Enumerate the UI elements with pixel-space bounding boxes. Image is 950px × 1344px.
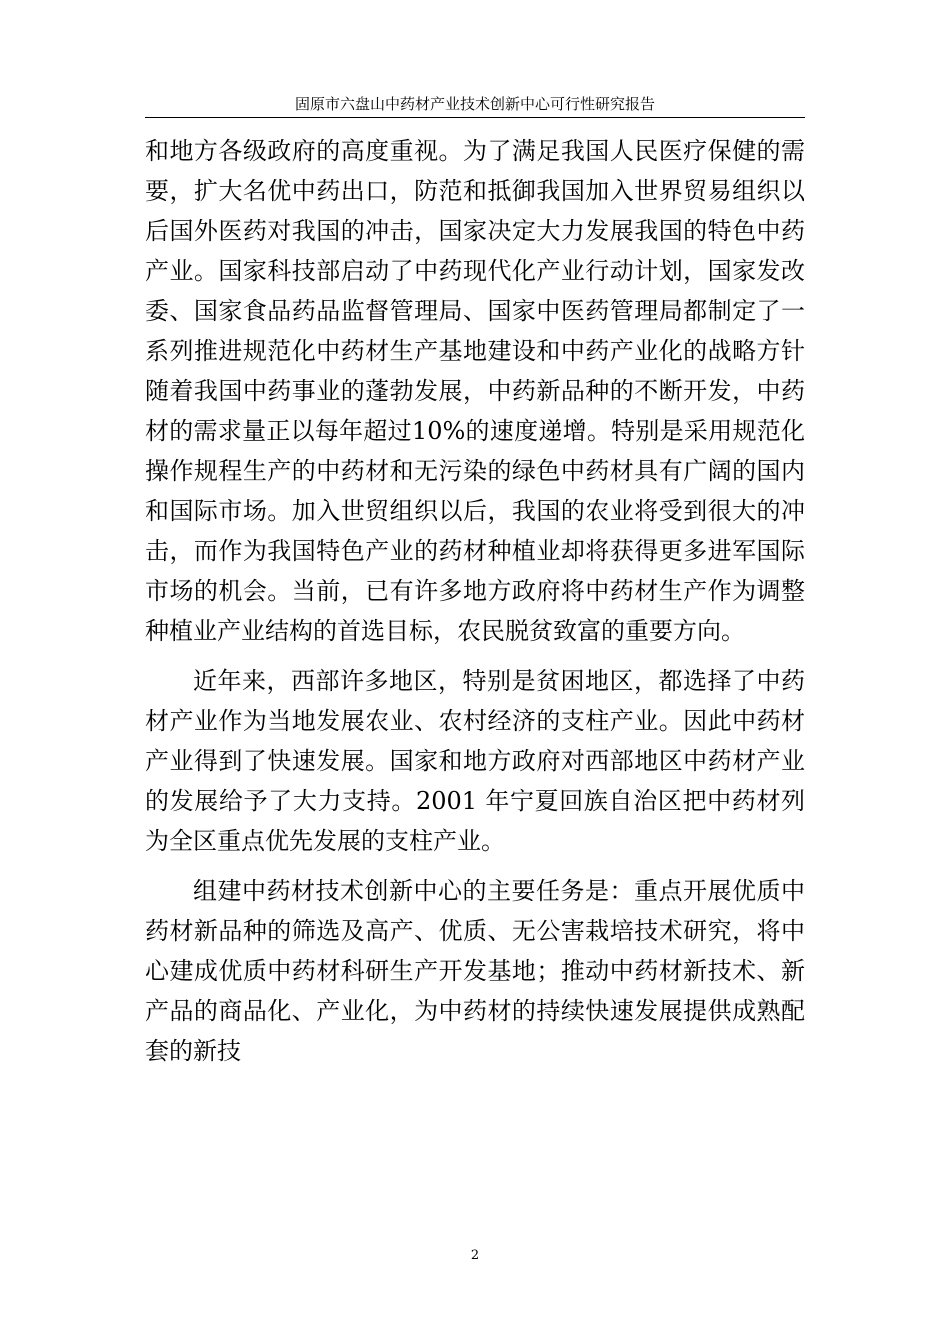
paragraph: 和地方各级政府的高度重视。为了满足我国人民医疗保健的需要，扩大名优中药出口，防范和抵御我国加入世界贸易组织以后国外医药对我国的冲击，国家决定大力发展我国的特色中药产业。国家科技部启动了中药现代化产业行动计划，国家发改委、国家食品药品监督管理局、国家中医药管理局都制定了一系列推进规范化中药材生产基地建设和中药产业化的战略方针随着我国中药事业的蓬勃发展，中药新品种的不断开发，中药材的需求量正以每年超过10%的速度递增。特别是采用规范化操作规程生产的中药材和无污染的绿色中药材具有广阔的国内和国际市场。加入世贸组织以后，我国的农业将受到很大的冲击，而作为我国特色产业的药材种植业却将获得更多进军国际市场的机会。当前，已有许多地方政府将中药材生产作为调整种植业产业结构的首选目标，农民脱贫致富的重要方向。 (145, 137, 805, 645)
header-divider (145, 117, 805, 118)
paragraph: 组建中药材技术创新中心的主要任务是：重点开展优质中药材新品种的筛选及高产、优质、无公害栽培技术研究，将中心建成优质中药材科研生产开发基地；推动中药材新技术、新产品的商品化、产业化，为中药材的持续快速发展提供成熟配套的新技 (145, 877, 805, 1065)
paragraph: 近年来，西部许多地区，特别是贫困地区，都选择了中药材产业作为当地发展农业、农村经济的支柱产业。因此中药材产业得到了快速发展。国家和地方政府对西部地区中药材产业的发展给予了大力支持。2001 年宁夏回族自治区把中药材列为全区重点优先发展的支柱产业。 (145, 667, 805, 855)
page-number: 2 (470, 1248, 480, 1263)
running-header: 固原市六盘山中药材产业技术创新中心可行性研究报告 (294, 95, 655, 113)
body-text (145, 131, 805, 1071)
